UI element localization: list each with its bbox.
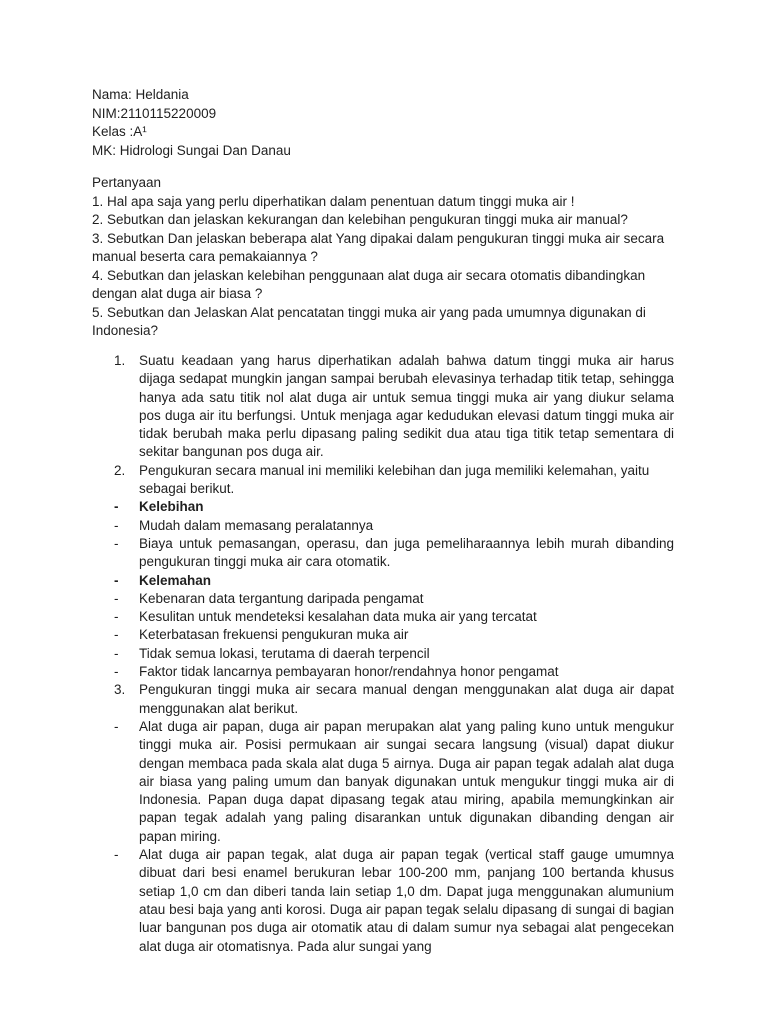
question-2: 2. Sebutkan dan jelaskan kekurangan dan kelebihan pengukuran tinggi muka air manual? [92,212,628,227]
list-item [114,590,674,608]
list-item [114,718,674,846]
questions-title: Pertanyaan [92,175,162,190]
question-4: 4. Sebutkan dan jelaskan kelebihan penggunaan alat duga air secara otomatis dibandingkan dengan alat duga air biasa ? [92,267,646,301]
list-item [114,645,674,663]
kelemahan-item-2: Kesulitan untuk mendeteksi kesalahan data muka air yang tercatat [139,609,537,625]
kelebihan-item-2: Biaya untuk pemasangan, operasu, dan juga pemeliharaannya lebih murah dibanding pengukuran tinggi muka air cara otomatik. [139,535,674,570]
answer-3-item-1: Alat duga air papan, duga air papan merupakan alat yang paling kuno untuk mengukur tinggi muka air. Posisi permukaan air sungai secara langsung (visual) dapat diukur dengan membaca pada skala alat duga 5 airnya. Duga air papan tegak adalah alat duga air biasa yang paling umum dan banyak digunakan untuk mengukur tinggi muka air di Indonesia. Papan duga dapat dipasang tegak atau miring, apabila memungkinkan air papan tegak adalah yang paling disarankan untuk digunakan dibanding dengan air papan miring. [139,718,674,844]
kelemahan-item-4: Tidak semua lokasi, terutama di daerah terpencil [139,645,430,661]
question-5: 5. Sebutkan dan Jelaskan Alat pencatatan tinggi muka air yang pada umumnya digunakan di Indonesia? [92,304,646,338]
student-class: Kelas :A¹ [92,124,147,139]
answer-2-text: Pengukuran secara manual ini memiliki kelebihan dan juga memiliki kelemahan, yaitu sebagai berikut. [139,462,650,497]
course-name: MK: Hidrologi Sungai Dan Danau [92,142,291,158]
question-3: 3. Sebutkan Dan jelaskan beberapa alat Yang dipakai dalam pengukuran tinggi muka air secara manual beserta cara pemakaiannya ? [92,230,665,264]
kelemahan-item-3: Keterbatasan frekuensi pengukuran muka air [139,627,409,643]
answer-3 [114,681,674,718]
student-nim: NIM:2110115220009 [92,105,217,121]
answers-section [114,352,674,956]
questions-section [92,174,682,341]
list-item [114,846,674,956]
list-dash: - [114,517,119,533]
list-dash: - [114,847,119,863]
answer-3-item-2: Alat duga air papan tegak, alat duga air papan tegak (vertical staff gauge umumnya dibuat dari besi enamel berukuran lebar 100-200 mm, panjang 100 bertanda khusus setiap 1,0 cm dan diberi tanda lain setiap 1,0 dm. Dapat juga menggunakan alumunium atau besi baja yang anti korosi. Duga air papan tegak selalu dipasang di sungai di bagian luar bangunan pos duga air otomatik atau di dalam sumur nya sebagai alat pengecekan alat duga air otomatisnya. Pada alur sungai yang [139,847,674,954]
list-dash: - [114,572,119,588]
list-item [114,663,674,681]
question-1: 1. Hal apa saja yang perlu diperhatikan dalam penentuan datum tinggi muka air ! [92,193,575,209]
list-item [114,626,674,644]
kelebihan-heading [114,498,674,516]
answer-1-text: Suatu keadaan yang harus diperhatikan adalah bahwa datum tinggi muka air harus dijaga sedapat mungkin jangan sampai berubah elevasinya terhadap titik tetap, sehingga hanya ada satu titik nol alat duga air untuk semua tinggi muka air yang diukur selama pos duga air itu berfungsi. Untuk menjaga agar kedudukan elevasi datum tinggi muka air tidak berubah maka perlu dipasang paling sedikit dua atau tiga titik tetap sementara di sekitar bangunan pos duga air. [139,353,674,460]
kelemahan-heading [114,572,674,590]
student-header [92,86,291,160]
list-item [114,535,674,572]
list-dash: - [114,718,119,734]
answer-2 [114,462,674,499]
answer-1-number: 1. [114,353,126,368]
list-dash: - [114,645,119,661]
list-dash: - [114,609,119,625]
answer-3-text: Pengukuran tinggi muka air secara manual dengan menggunakan alat duga air dapat menggunakan alat berikut. [139,682,674,716]
answer-2-number: 2. [114,462,126,478]
list-dash: - [114,664,119,680]
student-name: Nama: Heldania [92,87,189,102]
list-dash: - [114,590,119,606]
answer-3-number: 3. [114,682,126,698]
kelebihan-item-1: Mudah dalam memasang peralatannya [139,517,374,533]
kelebihan-title: Kelebihan [139,499,204,515]
list-item [114,517,674,535]
answer-1 [114,352,674,462]
kelemahan-item-5: Faktor tidak lancarnya pembayaran honor/rendahnya honor pengamat [139,664,559,680]
list-dash: - [114,535,119,551]
list-dash: - [114,627,119,643]
kelemahan-title: Kelemahan [139,572,212,588]
list-dash: - [114,499,119,515]
kelemahan-item-1: Kebenaran data tergantung daripada pengamat [139,590,424,606]
list-item [114,608,674,626]
